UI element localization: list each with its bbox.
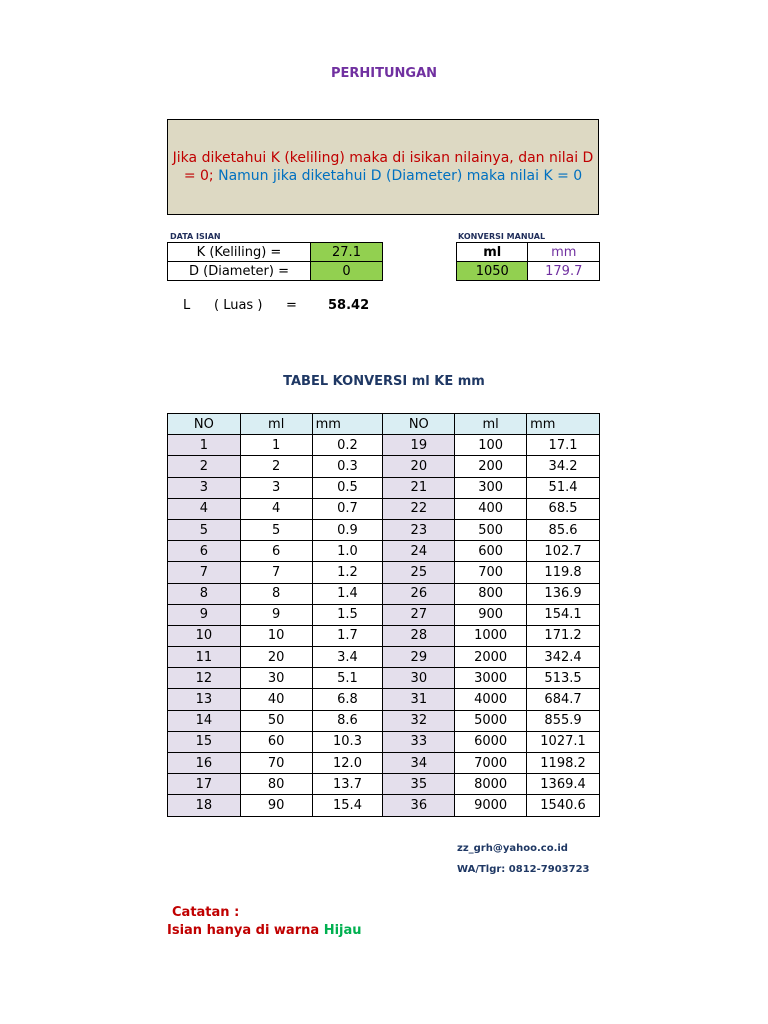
table-cell-mm: 6.8 [312,689,383,710]
table-cell-ml: 80 [240,774,312,795]
table-cell-mm: 1.2 [312,562,383,583]
table-cell-mm: 1369.4 [527,774,600,795]
table-cell-no: 34 [383,753,455,774]
table-cell-ml: 8000 [455,774,527,795]
table-cell-mm: 119.8 [527,562,600,583]
table-cell-ml: 7 [240,562,312,583]
table-cell-no: 26 [383,583,455,604]
table-cell-mm: 13.7 [312,774,383,795]
table-cell-no: 31 [383,689,455,710]
table-cell-mm: 51.4 [527,477,600,498]
table-cell-mm: 136.9 [527,583,600,604]
table-cell-mm: 1540.6 [527,795,600,816]
table-cell-ml: 3 [240,477,312,498]
konversi-value-row [457,262,600,281]
konversi-header-row [457,243,600,262]
data-isian-table [167,242,383,281]
table-cell-no: 10 [168,625,241,646]
table-title: TABEL KONVERSI ml KE mm [283,374,485,389]
table-cell-no: 1 [168,435,241,456]
konversi-manual-table [456,242,600,281]
table-cell-ml: 20 [240,647,312,668]
page-title: PERHITUNGAN [330,66,438,81]
table-cell-mm: 154.1 [527,604,600,625]
table-cell-no: 9 [168,604,241,625]
header-mm-1: mm [312,414,383,435]
header-ml-2: ml [455,414,527,435]
table-cell-ml: 3000 [455,668,527,689]
table-cell-no: 19 [383,435,455,456]
konversi-ml-header: ml [457,243,528,262]
table-cell-mm: 0.7 [312,498,383,519]
table-cell-no: 18 [168,795,241,816]
table-cell-ml: 100 [455,435,527,456]
table-cell-mm: 342.4 [527,647,600,668]
table-cell-no: 24 [383,541,455,562]
table-cell-ml: 200 [455,456,527,477]
table-cell-mm: 15.4 [312,795,383,816]
table-cell-mm: 12.0 [312,753,383,774]
table-cell-mm: 0.2 [312,435,383,456]
contact-phone: WA/Tlgr: 0812-7903723 [457,864,590,875]
table-cell-ml: 600 [455,541,527,562]
table-cell-mm: 68.5 [527,498,600,519]
header-no-1: NO [168,414,241,435]
table-cell-no: 13 [168,689,241,710]
table-row [168,625,600,646]
table-cell-ml: 700 [455,562,527,583]
table-cell-mm: 8.6 [312,710,383,731]
luas-equals: = [286,298,297,313]
konversi-mm-result: 179.7 [528,262,600,281]
table-cell-mm: 513.5 [527,668,600,689]
table-row [168,477,600,498]
table-cell-ml: 500 [455,519,527,540]
catatan-text [167,923,362,938]
table-row [168,668,600,689]
table-cell-ml: 4000 [455,689,527,710]
table-header-row [168,414,600,435]
table-cell-no: 22 [383,498,455,519]
table-cell-mm: 1.0 [312,541,383,562]
table-cell-ml: 5000 [455,710,527,731]
table-cell-no: 2 [168,456,241,477]
table-cell-no: 8 [168,583,241,604]
data-isian-label: DATA ISIAN [170,232,221,241]
diameter-input[interactable]: 0 [311,262,383,281]
table-cell-ml: 70 [240,753,312,774]
table-cell-ml: 9000 [455,795,527,816]
table-cell-ml: 1000 [455,625,527,646]
table-row [168,562,600,583]
table-cell-mm: 855.9 [527,710,600,731]
table-cell-mm: 1.7 [312,625,383,646]
konversi-ml-input[interactable]: 1050 [457,262,528,281]
table-cell-no: 35 [383,774,455,795]
table-cell-no: 23 [383,519,455,540]
table-cell-no: 17 [168,774,241,795]
table-row [168,753,600,774]
table-cell-no: 28 [383,625,455,646]
table-cell-ml: 4 [240,498,312,519]
table-cell-no: 12 [168,668,241,689]
table-cell-mm: 85.6 [527,519,600,540]
table-row [168,583,600,604]
table-cell-mm: 5.1 [312,668,383,689]
instruction-text [172,149,594,185]
input-row-k [168,243,383,262]
konversi-manual-label: KONVERSI MANUAL [458,232,546,241]
table-cell-mm: 1.4 [312,583,383,604]
instruction-blue-text: Namun jika diketahui D (Diameter) maka nilai K = 0 [218,168,583,184]
table-cell-no: 21 [383,477,455,498]
table-cell-ml: 900 [455,604,527,625]
table-cell-mm: 0.5 [312,477,383,498]
table-cell-ml: 300 [455,477,527,498]
table-cell-ml: 6 [240,541,312,562]
table-row [168,541,600,562]
instruction-red-text: Jika diketahui K (keliling) maka di isikan nilainya, dan nilai D = 0; [172,150,594,184]
table-cell-no: 20 [383,456,455,477]
table-cell-no: 15 [168,731,241,752]
table-cell-no: 6 [168,541,241,562]
table-row [168,435,600,456]
table-row [168,689,600,710]
table-cell-mm: 1198.2 [527,753,600,774]
table-cell-no: 16 [168,753,241,774]
table-cell-ml: 2000 [455,647,527,668]
table-cell-ml: 400 [455,498,527,519]
contact-email: zz_grh@yahoo.co.id [457,843,568,854]
table-cell-no: 29 [383,647,455,668]
table-cell-ml: 7000 [455,753,527,774]
table-cell-no: 30 [383,668,455,689]
table-cell-ml: 90 [240,795,312,816]
table-cell-ml: 40 [240,689,312,710]
table-cell-mm: 102.7 [527,541,600,562]
table-cell-ml: 9 [240,604,312,625]
table-cell-mm: 1.5 [312,604,383,625]
table-cell-ml: 800 [455,583,527,604]
table-cell-mm: 684.7 [527,689,600,710]
table-cell-ml: 10 [240,625,312,646]
table-cell-mm: 10.3 [312,731,383,752]
luas-label: ( Luas ) [214,298,263,313]
table-row [168,710,600,731]
keliling-input[interactable]: 27.1 [311,243,383,262]
table-cell-mm: 171.2 [527,625,600,646]
table-cell-no: 27 [383,604,455,625]
table-cell-no: 11 [168,647,241,668]
table-row [168,731,600,752]
keliling-label: K (Keliling) = [168,243,311,262]
luas-l-label: L [183,298,191,313]
table-cell-no: 33 [383,731,455,752]
input-row-d [168,262,383,281]
table-cell-mm: 3.4 [312,647,383,668]
table-cell-no: 14 [168,710,241,731]
table-cell-no: 5 [168,519,241,540]
header-mm-2: mm [527,414,600,435]
conversion-table [167,413,600,817]
catatan-label: Catatan : [172,905,240,920]
header-ml-1: ml [240,414,312,435]
table-cell-mm: 17.1 [527,435,600,456]
luas-value: 58.42 [328,298,370,313]
table-cell-mm: 0.3 [312,456,383,477]
table-cell-no: 25 [383,562,455,583]
catatan-hijau: Hijau [323,923,362,938]
table-row [168,456,600,477]
table-cell-ml: 60 [240,731,312,752]
table-row [168,795,600,816]
table-cell-mm: 0.9 [312,519,383,540]
table-cell-ml: 5 [240,519,312,540]
header-no-2: NO [383,414,455,435]
table-cell-ml: 8 [240,583,312,604]
table-cell-no: 3 [168,477,241,498]
table-cell-mm: 34.2 [527,456,600,477]
catatan-body: Isian hanya di warna [167,923,320,938]
table-cell-no: 36 [383,795,455,816]
table-row [168,498,600,519]
konversi-mm-header: mm [528,243,600,262]
table-row [168,519,600,540]
table-cell-ml: 6000 [455,731,527,752]
instruction-box [167,119,599,215]
table-cell-no: 7 [168,562,241,583]
table-cell-ml: 2 [240,456,312,477]
diameter-label: D (Diameter) = [168,262,311,281]
table-row [168,604,600,625]
table-row [168,647,600,668]
table-cell-ml: 1 [240,435,312,456]
table-cell-ml: 30 [240,668,312,689]
table-cell-no: 4 [168,498,241,519]
table-row [168,774,600,795]
table-cell-mm: 1027.1 [527,731,600,752]
table-cell-ml: 50 [240,710,312,731]
table-cell-no: 32 [383,710,455,731]
